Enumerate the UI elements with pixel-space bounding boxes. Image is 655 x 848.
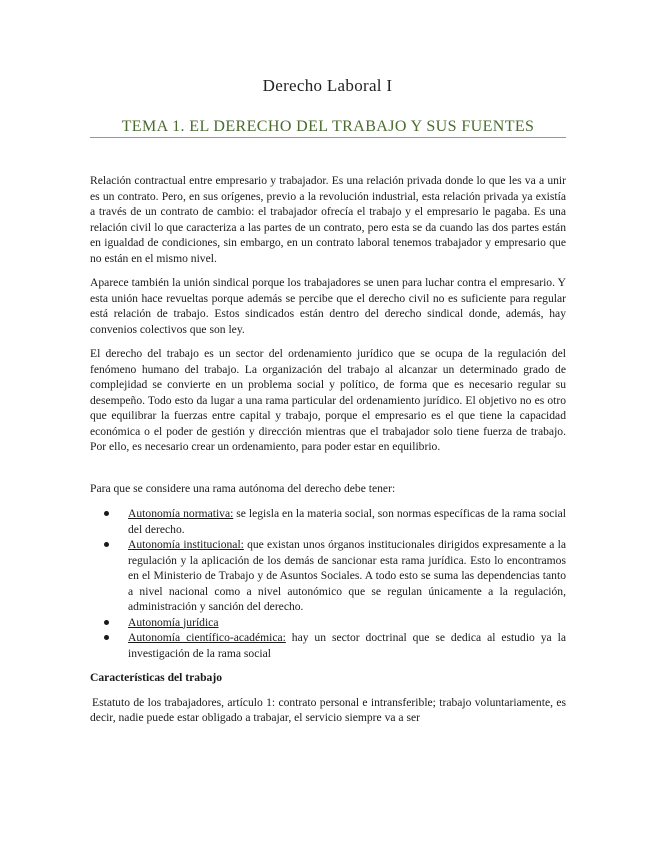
characteristics-paragraph: Estatuto de los trabajadores, artículo 1: contrato personal e intransferible; trabajo voluntariamente, es decir, nadie puede estar obligado a trabajar, el servicio siempre va a ser [90, 695, 566, 724]
autonomy-intro: Para que se considere una rama autónoma del derecho debe tener: [90, 481, 396, 495]
paragraph-labor-law: El derecho del trabajo es un sector del ordenamiento jurídico que se ocupa de la regulación del fenómeno humano del trabajo. La organización del trabajo al alcanzar un determinado grado de complejidad se convierte en un problema social y político, de forma que es necesario regular su desempeño. Todo esto da lugar a una rama particular del ordenamiento jurídico. El objetivo no es otro que equilibrar la fuerzas entre capital y trabajo, porque el empresario es el que tiene la capacidad económica o el poder de gestión y dirección mientras que el trabajador solo tiene fuerza de trabajo. Por ello, es necesario crear un ordenamiento, para poder estar en equilibrio. [90, 347, 566, 453]
list-item [128, 615, 566, 631]
document-body [90, 173, 566, 735]
autonomy-term: Autonomía científico-académica: [128, 631, 286, 644]
list-item [128, 537, 566, 615]
paragraph-union: Aparece también la unión sindical porque los trabajadores se unen para luchar contra el empresario. Y esta unión hace revueltas porque además se percibe que el derecho civil no es suficiente para regular está relación de trabajo. Estos sindicados están dentro del derecho sindical donde, además, hay convenios colectivos que son ley. [90, 276, 566, 336]
document-title: Derecho Laboral I [262, 76, 393, 95]
autonomy-term: Autonomía jurídica [128, 615, 219, 629]
autonomy-list [90, 506, 566, 661]
autonomy-term: Autonomía normativa: [128, 507, 234, 520]
chapter-underline [90, 137, 566, 138]
paragraph-relation: Relación contractual entre empresario y trabajador. Es una relación privada donde lo que les va a unir es un contrato. Pero, en sus orígenes, previo a la revolución industrial, esta relación privada ya existía a través de un contrato de cambio: el trabajador ofrecía el trabajo y el empresario le pagaba. Es una relación civil lo que caracteriza a las partes de un contrato, pero esta se da cuando las dos partes están en igualdad de condiciones, sin embargo, en un contrato laboral tenemos trabajador y empresario que no están en el mismo nivel. [90, 174, 566, 265]
autonomy-term: Autonomía institucional: [128, 538, 244, 551]
list-item [128, 630, 566, 661]
autonomy-description: se legisla en la materia social, son normas específicas de la rama social del derecho. [128, 507, 566, 536]
chapter-heading: TEMA 1. EL DERECHO DEL TRABAJO Y SUS FUENTES [121, 118, 535, 135]
autonomy-description: que existan unos órganos institucionales dirigidos expresamente a la regulación y la aplicación de los demás de sancionar esta rama jurídica. Esto lo encontramos en el Ministerio de Trabajo y de Asuntos Sociales. A todo esto se suma las dependencias tanto a nivel nacional como a nivel autonómico que se regulan únicamente a la regulación, administración y sanción del derecho. [128, 538, 567, 613]
autonomy-description: hay un sector doctrinal que se dedica al estudio ya la investigación de la rama social [128, 631, 566, 660]
list-item [128, 506, 566, 537]
characteristics-heading: Características del trabajo [90, 671, 222, 684]
